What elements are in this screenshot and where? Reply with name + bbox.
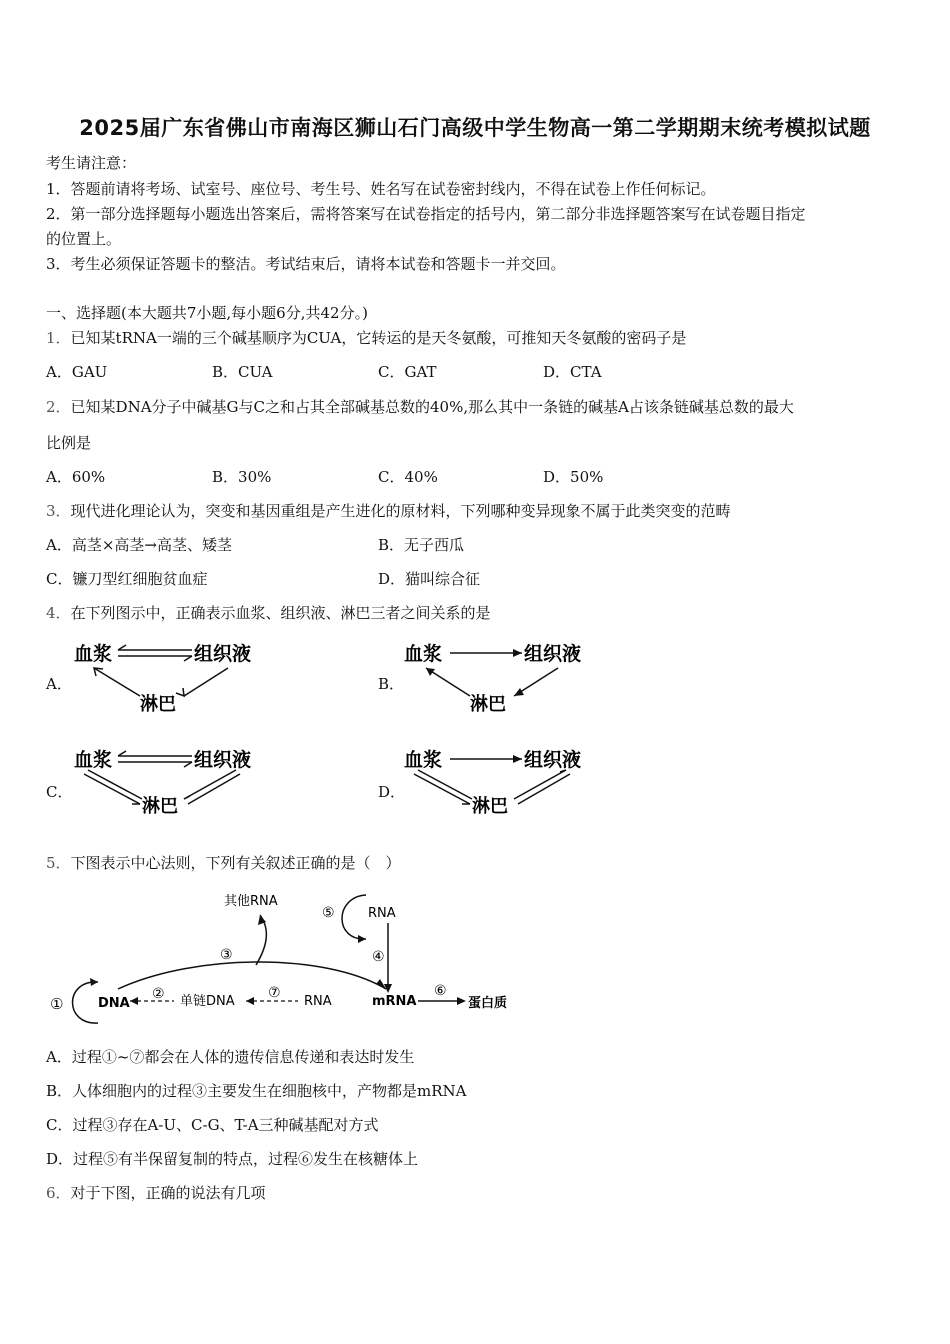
node-plasma: 血浆 — [74, 749, 113, 771]
process-5-label: ⑤ — [322, 905, 335, 921]
node-tissue: 组织液 — [524, 643, 582, 665]
option-a[interactable]: A．高茎×高茎→高茎、矮茎 — [46, 536, 232, 554]
question-number: 6． — [46, 1184, 71, 1202]
central-dogma-diagram — [46, 885, 526, 1035]
option-a[interactable]: A． — [46, 675, 72, 693]
protein-node: 蛋白质 — [468, 996, 508, 1011]
option-c[interactable]: C．40% — [378, 468, 438, 486]
question-stem: 对于下图，正确的说法有几项 — [70, 1184, 266, 1202]
question-4 — [46, 602, 491, 623]
option-a[interactable]: A．GAU — [46, 363, 108, 381]
question-2 — [46, 396, 794, 417]
question-number: 1． — [46, 329, 71, 347]
node-tissue: 组织液 — [524, 749, 582, 771]
option-c[interactable]: C．过程③存在A-U、C-G、T-A三种碱基配对方式 — [46, 1116, 379, 1134]
option-d[interactable]: D．过程⑤有半保留复制的特点，过程⑥发生在核糖体上 — [46, 1150, 419, 1168]
process-2-label: ② — [152, 986, 165, 1002]
diagram-c — [70, 744, 270, 819]
question-6 — [46, 1182, 266, 1203]
notice-item: 3．考生必须保证答题卡的整洁。考试结束后，请将本试卷和答题卡一并交回。 — [46, 255, 566, 273]
process-1-label: ① — [50, 995, 64, 1013]
option-c[interactable]: C． — [46, 783, 73, 801]
option-b[interactable]: B．人体细胞内的过程③主要发生在细胞核中，产物都是mRNA — [46, 1082, 467, 1100]
process-3-label: ③ — [220, 947, 233, 963]
section-heading: 一、选择题(本大题共7小题,每小题6分,共42分。) — [46, 304, 368, 322]
question-number: 5． — [46, 854, 71, 872]
dna-node: DNA — [98, 996, 130, 1011]
option-a[interactable]: A．过程①~⑦都会在人体的遗传信息传递和表达时发生 — [46, 1048, 415, 1066]
option-b[interactable]: B．30% — [212, 468, 272, 486]
diagram-b — [400, 638, 600, 718]
node-lymph: 淋巴 — [470, 694, 506, 715]
other-rna-node: 其他RNA — [224, 894, 278, 909]
question-stem: 已知某DNA分子中碱基G与C之和占其全部碱基总数的40%,那么其中一条链的碱基A占该条链碱基总数的最大 — [70, 398, 794, 416]
notice-item: 2．第一部分选择题每小题选出答案后，需将答案写在试卷指定的括号内，第二部分非选择题答案写在试卷题目指定 — [46, 205, 806, 223]
node-lymph: 淋巴 — [142, 796, 178, 817]
notice-item: 的位置上。 — [46, 230, 122, 248]
page-title: 2025届广东省佛山市南海区狮山石门高级中学生物高一第二学期期末统考模拟试题 — [79, 116, 871, 140]
node-plasma: 血浆 — [74, 643, 113, 665]
option-c[interactable]: C．GAT — [378, 363, 437, 381]
notice-item: 1．答题前请将考场、试室号、座位号、考生号、姓名写在试卷密封线内，不得在试卷上作任何标记。 — [46, 180, 716, 198]
process-4-label: ④ — [372, 949, 385, 965]
question-number: 3． — [46, 502, 71, 520]
process-6-label: ⑥ — [434, 983, 447, 999]
node-lymph: 淋巴 — [472, 796, 508, 817]
rna-node: RNA — [304, 994, 332, 1009]
option-b[interactable]: B．CUA — [212, 363, 273, 381]
question-number: 4． — [46, 604, 71, 622]
node-tissue: 组织液 — [194, 749, 252, 771]
option-d[interactable]: D．猫叫综合征 — [378, 570, 481, 588]
question-stem-cont: 比例是 — [46, 434, 92, 452]
option-a[interactable]: A．60% — [46, 468, 106, 486]
rna-top-node: RNA — [368, 906, 396, 921]
notice-heading: 考生请注意： — [46, 154, 137, 172]
option-b[interactable]: B． — [378, 675, 405, 693]
option-c[interactable]: C．镰刀型红细胞贫血症 — [46, 570, 208, 588]
node-plasma: 血浆 — [404, 749, 443, 771]
option-b[interactable]: B．无子西瓜 — [378, 536, 465, 554]
node-tissue: 组织液 — [194, 643, 252, 665]
ssdna-node: 单链DNA — [180, 994, 235, 1009]
question-5 — [46, 852, 401, 873]
option-d[interactable]: D．50% — [543, 468, 604, 486]
question-stem: 已知某tRNA一端的三个碱基顺序为CUA，它转运的是天冬氨酸，可推知天冬氨酸的密码子是 — [70, 329, 687, 347]
diagram-a — [70, 638, 270, 718]
process-7-label: ⑦ — [268, 985, 281, 1001]
node-lymph: 淋巴 — [140, 694, 176, 715]
question-stem: 在下列图示中，正确表示血浆、组织液、淋巴三者之间关系的是 — [70, 604, 491, 622]
option-d[interactable]: D．CTA — [543, 363, 602, 381]
diagram-d — [400, 744, 600, 819]
question-1 — [46, 327, 686, 348]
question-stem: 现代进化理论认为，突变和基因重组是产生进化的原材料，下列哪种变异现象不属于此类突变的范畴 — [70, 502, 731, 520]
question-number: 2． — [46, 398, 71, 416]
option-d[interactable]: D． — [378, 783, 406, 801]
node-plasma: 血浆 — [404, 643, 443, 665]
mrna-node: mRNA — [372, 994, 417, 1009]
question-3 — [46, 500, 731, 521]
question-stem: 下图表示中心法则，下列有关叙述正确的是（ ） — [70, 854, 401, 872]
